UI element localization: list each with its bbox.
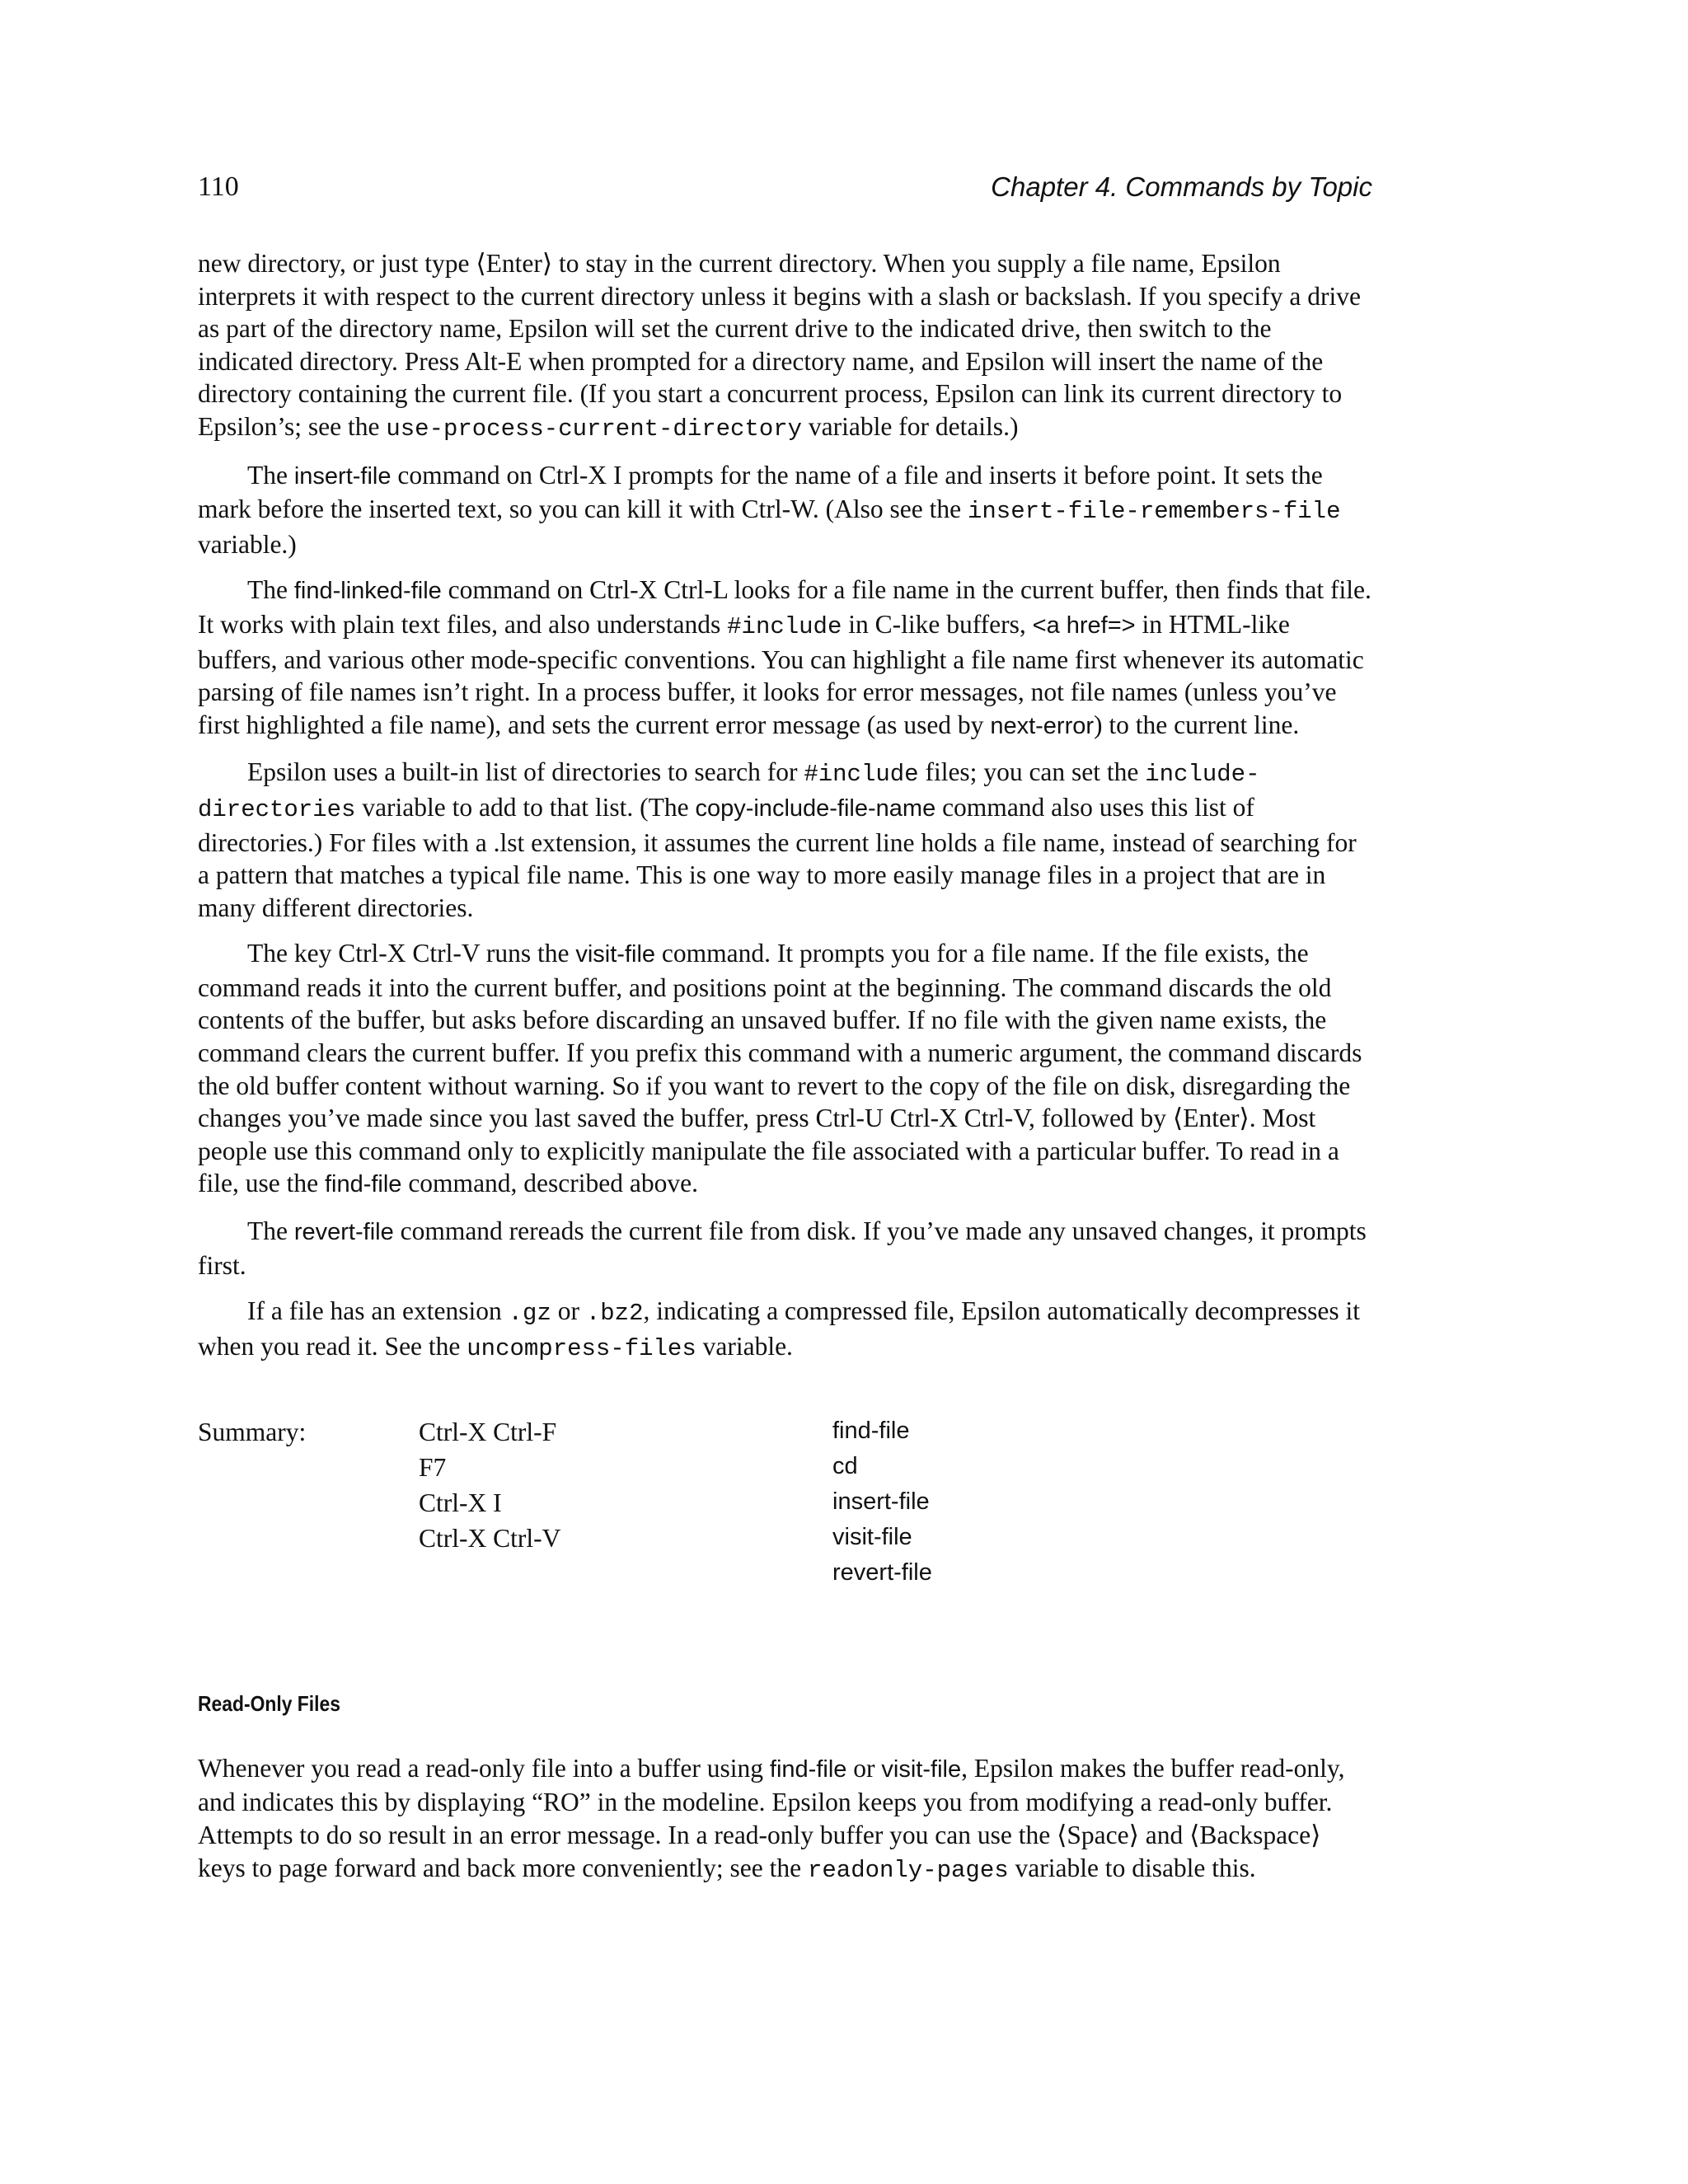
summary-row — [198, 1559, 1372, 1595]
text-run: command, described above. — [401, 1169, 698, 1198]
text-run: Whenever you read a read-only file into a buffer using — [198, 1754, 770, 1783]
command-name: find-linked-file — [293, 578, 442, 605]
text-run: in HTML-like buffers, and various other mode-specific conventions. You can highlight a file name first whenever its automatic parsing of file names isn’t right. In a process buffer, it looks for error messages, not file names (unless you’ve first highlighted a file name), and sets the current error message (as used by — [198, 609, 1364, 739]
variable-name: include-directories — [198, 761, 1260, 823]
text-run: or — [551, 1296, 586, 1326]
command-name: next-error — [990, 712, 1095, 739]
body-text — [198, 1752, 1372, 1887]
text-run: command on Ctrl-X Ctrl-L looks for a file name in the current buffer, then finds that file. It works with plain text files, and also understands — [198, 575, 1372, 639]
paragraph — [198, 937, 1372, 1202]
text-run: Epsilon uses a built-in list of directories to search for — [247, 757, 804, 787]
chapter-title: Chapter 4. Commands by Topic — [991, 171, 1372, 202]
page-header — [198, 171, 1372, 213]
summary-command: cd — [832, 1453, 858, 1479]
section-heading: Read-Only Files — [198, 1691, 340, 1716]
paragraph — [198, 1215, 1372, 1282]
text-run: new directory, or just type ⟨Enter⟩ to stay in the current directory. When you supply a file name, Epsilon interprets it with respect to the current directory unless it begins with a slash or backslash. If you specify a drive as part of the directory name, Epsilon will set the current drive to the indicated drive, then switch to the indicated directory. Press Alt-E when prompted for a directory name, and Epsilon will insert the name of the directory containing the current file. (If you start a concurrent process, Epsilon can link its current directory to Epsilon’s; see the — [198, 249, 1361, 441]
summary-command: revert-file — [832, 1559, 932, 1586]
command-name: find-file — [324, 1171, 402, 1198]
paragraph — [198, 1295, 1372, 1365]
text-run: variable to disable this. — [1008, 1854, 1256, 1882]
code-token: <a href=> — [1032, 612, 1136, 639]
text-run: command. It prompts you for a file name. If the file exists, the command reads it into the current buffer, and positions point at the beginning. The command discards the old contents of the buffer, but asks before discarding an unsaved buffer. If no file with the given name exists, the command clears the current buffer. If you prefix this command with a numeric argument, the command discards the old buffer content without warning. So if you want to revert to the copy of the file on disk, disregarding the changes you’ve made since you last saved the buffer, press Ctrl-U Ctrl-X Ctrl-V, followed by ⟨Enter⟩. Most people use this command only to explicitly manipulate the file associated with a particular buffer. To read in a file, use the — [198, 939, 1362, 1198]
command-name: visit-file — [575, 941, 656, 968]
command-name: revert-file — [293, 1219, 394, 1246]
text-run: or — [846, 1754, 882, 1783]
paragraph — [198, 574, 1372, 743]
code-token: #include — [727, 612, 842, 640]
text-run: files; you can set the — [918, 757, 1146, 787]
text-run: The key Ctrl-X Ctrl-V runs the — [247, 939, 576, 968]
summary-row — [198, 1453, 1372, 1488]
text-run: variable to add to that list. (The — [355, 792, 696, 822]
command-name: visit-file — [881, 1756, 962, 1783]
text-run: , indicating a compressed file, Epsilon automatically decompresses it when you read it. See the — [198, 1296, 1360, 1361]
code-token: #include — [804, 761, 919, 789]
summary-command: visit-file — [832, 1524, 912, 1550]
command-name: insert-file — [293, 462, 392, 490]
body-text — [198, 247, 1372, 1378]
text-run: command rereads the current file from disk. If you’ve made any unsaved changes, it prompts first. — [198, 1216, 1367, 1280]
summary-key: F7 — [419, 1453, 447, 1482]
summary-row — [198, 1418, 1372, 1453]
variable-name: insert-file-remembers-file — [968, 498, 1341, 526]
summary-row — [198, 1524, 1372, 1559]
summary-row — [198, 1488, 1372, 1524]
text-run: , Epsilon makes the buffer read-only, and indicates this by displaying “RO” in the modeline. Epsilon keeps you from modifying a read-only buffer. Attempts to do so result in an error message. In a read-only buffer you can use the ⟨Space⟩ and ⟨Backspace⟩ keys to page forward and back more conveniently; see the — [198, 1754, 1345, 1882]
text-run: command on Ctrl-X I prompts for the name of a file and inserts it before point. It sets the mark before the inserted text, so you can kill it with Ctrl-W. (Also see the — [198, 460, 1323, 524]
code-token: .bz2 — [585, 1300, 644, 1328]
paragraph — [198, 459, 1372, 561]
summary-key: Ctrl-X Ctrl-F — [419, 1418, 557, 1446]
paragraph — [198, 1752, 1372, 1887]
variable-name: use-process-current-directory — [386, 415, 803, 443]
text-run: variable. — [696, 1331, 793, 1361]
text-run: If a file has an extension — [247, 1296, 509, 1326]
command-name: copy-include-file-name — [695, 794, 936, 822]
text-run: The — [247, 575, 294, 605]
text-run: variable.) — [198, 529, 297, 559]
summary-command: insert-file — [832, 1488, 930, 1515]
summary-label: Summary: — [198, 1418, 307, 1446]
paragraph — [198, 756, 1372, 924]
summary-command: find-file — [832, 1418, 910, 1444]
command-name: find-file — [769, 1756, 847, 1783]
paragraph — [198, 247, 1372, 446]
text-run: The — [247, 460, 294, 490]
summary-key: Ctrl-X Ctrl-V — [419, 1524, 561, 1553]
text-run: command also uses this list of directories.) For files with a .lst extension, it assumes the current line holds a file name, instead of searching for a pattern that matches a typical file name. This is one way to more easily manage files in a project that are in many different directories. — [198, 792, 1357, 922]
text-run: in C-like buffers, — [842, 609, 1033, 639]
variable-name: uncompress-files — [467, 1334, 696, 1362]
page-number: 110 — [198, 171, 239, 202]
code-token: .gz — [508, 1300, 551, 1328]
text-run: variable for details.) — [802, 411, 1019, 441]
summary-key: Ctrl-X I — [419, 1488, 502, 1517]
variable-name: readonly-pages — [807, 1857, 1009, 1884]
text-run: ) to the current line. — [1094, 710, 1300, 739]
text-run: The — [247, 1216, 294, 1246]
